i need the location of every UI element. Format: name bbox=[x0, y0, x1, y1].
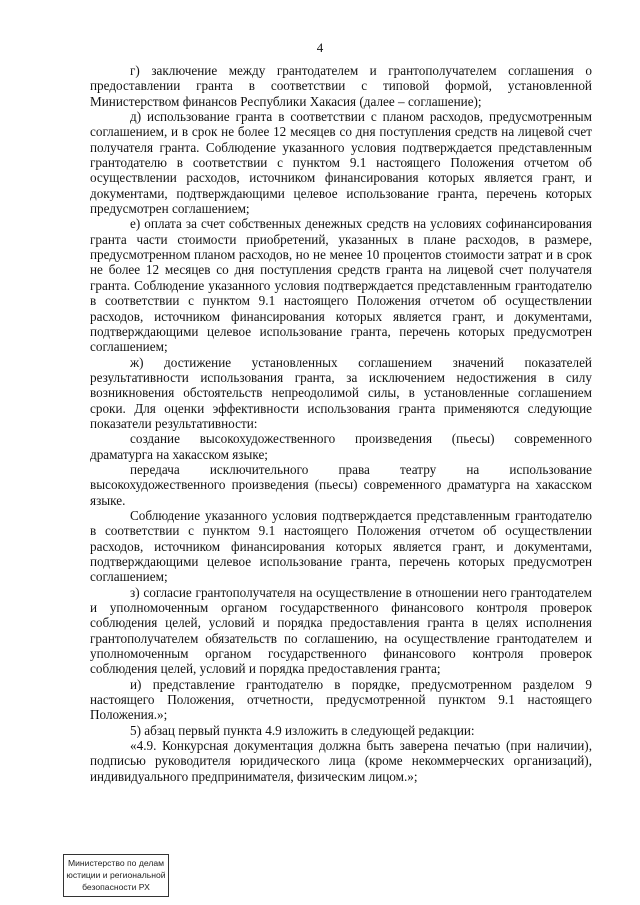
stamp-line: Министерство по делам bbox=[67, 858, 165, 868]
paragraph-zh: ж) достижение установленных соглашением значений показателей результативности использования гранта, за исключением недостижения в силу возникновения обстоятельств непреодолимой силы, в установленные соглашением сроки. Для оценки эффективности использования гранта применяются следующие показатели результативности: bbox=[90, 354, 592, 431]
ministry-stamp bbox=[63, 854, 169, 897]
document-body bbox=[90, 63, 592, 784]
stamp-line: юстиции и региональной bbox=[66, 870, 166, 880]
paragraph-e: е) оплата за счет собственных денежных средств на условиях софинансирования гранта части стоимости приобретений, указанных в плане расходов, в размере, предусмотренном планом расходов, но не менее 10 процентов стоимости затрат и в срок не более 12 месяцев со дня поступления средств гранта на лицевой счет получателя гранта. Соблюдение указанного условия подтверждается представленным грантодателю в соответствии с пунктом 9.1 настоящего Положения отчетом об осуществлении расходов, источником финансирования которых является грант, и документами, подтверждающими целевое использование гранта, перечень которых предусмотрен соглашением; bbox=[90, 216, 592, 355]
paragraph-i: и) представление грантодателю в порядке, предусмотренном разделом 9 настоящего Положения, отчетности, предусмотренной пунктом 9.1 настоящего Положения.»; bbox=[90, 676, 592, 723]
paragraph-compliance: Соблюдение указанного условия подтверждается представленным грантодателю в соответствии с пунктом 9.1 настоящего Положения отчетом об осуществлении расходов, источником финансирования которых является грант, и документами, подтверждающими целевое использование гранта, перечень которых предусмотрен соглашением; bbox=[90, 507, 592, 585]
paragraph-indicator-2: передача исключительного права театру на использование высокохудожественного произведения (пьесы) современного драматурга на хакасском языке. bbox=[90, 461, 592, 508]
paragraph-item-5: 5) абзац первый пункта 4.9 изложить в следующей редакции: bbox=[130, 722, 475, 738]
paragraph-d: д) использование гранта в соответствии с планом расходов, предусмотренным соглашением, и в срок не более 12 месяцев со дня поступления средств на лицевой счет получателя гранта. Соблюдение указанного условия подтверждается представленным грантодателю в соответствии с пунктом 9.1 настоящего Положения отчетом об осуществлении расходов, источником финансирования которых является грант, и документами, подтверждающими целевое использование гранта, перечень которых предусмотрен соглашением; bbox=[90, 109, 592, 217]
page-number: 4 bbox=[316, 40, 324, 55]
paragraph-4-9: «4.9. Конкурсная документация должна быть заверена печатью (при наличии), подписью руководителя юридического лица (кроме некоммерческих организаций), индивидуального предпринимателя, физическим лицом.»; bbox=[90, 738, 592, 784]
paragraph-indicator-1: создание высокохудожественного произведения (пьесы) современного драматурга на хакасском языке; bbox=[90, 431, 592, 462]
paragraph-g: г) заключение между грантодателем и грантополучателем соглашения о предоставлении гранта в соответствии с типовой формой, установленной Министерством финансов Республики Хакасия (далее – соглашение); bbox=[90, 63, 592, 109]
paragraph-z: з) согласие грантополучателя на осуществление в отношении него грантодателем и уполномоченным органом государственного финансового контроля проверок соблюдения целей, условий и порядка предоставления гранта в целях исполнения грантополучателем обязательств по соглашению, на осуществление грантодателем и уполномоченным органом государственного финансового контроля проверок соблюдения целей, условий и порядка предоставления гранта; bbox=[90, 584, 592, 677]
stamp-line: безопасности РХ bbox=[82, 882, 150, 892]
